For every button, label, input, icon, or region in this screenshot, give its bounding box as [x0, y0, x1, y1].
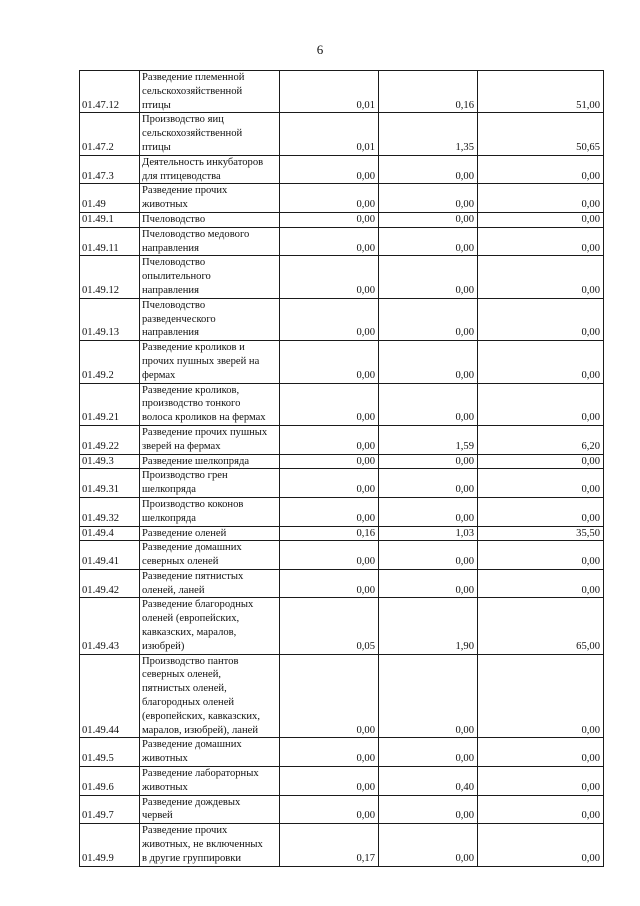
activity-name-line: сельскохозяйственной — [142, 128, 243, 140]
value-column-2: 0,00 — [379, 654, 478, 738]
classification-table — [79, 70, 604, 867]
activity-name-line: для птицеводства — [142, 170, 221, 182]
value-column-2: 0,00 — [379, 298, 478, 340]
table-row — [80, 425, 604, 454]
activity-name — [140, 569, 280, 598]
value-column-1: 0,00 — [280, 341, 379, 383]
activity-name — [140, 298, 280, 340]
value-column-2: 0,00 — [379, 256, 478, 298]
value-column-3: 0,00 — [478, 155, 604, 184]
activity-name-line: животных — [142, 753, 188, 765]
value-column-3: 0,00 — [478, 298, 604, 340]
table-row — [80, 383, 604, 425]
value-column-2: 0,00 — [379, 738, 478, 767]
activity-name-line: Разведение домашних — [142, 739, 242, 751]
value-column-3: 0,00 — [478, 256, 604, 298]
activity-name-line: Пчеловодство — [142, 299, 206, 311]
table-row — [80, 212, 604, 227]
value-column-2: 0,00 — [379, 212, 478, 227]
value-column-2: 1,03 — [379, 526, 478, 541]
value-column-3: 0,00 — [478, 184, 604, 213]
activity-name-line: зверей на фермах — [142, 440, 221, 452]
activity-code: 01.49.3 — [80, 454, 140, 469]
activity-code: 01.47.12 — [80, 71, 140, 113]
value-column-1: 0,00 — [280, 541, 379, 570]
activity-name — [140, 824, 280, 866]
activity-name-line: Производство коконов — [142, 498, 244, 510]
value-column-3: 0,00 — [478, 212, 604, 227]
activity-name-line: опылительного — [142, 271, 211, 283]
activity-name-line: Производство пантов — [142, 655, 239, 667]
table-row — [80, 184, 604, 213]
activity-name — [140, 184, 280, 213]
value-column-3: 0,00 — [478, 469, 604, 498]
value-column-3: 0,00 — [478, 497, 604, 526]
activity-name-line: Разведение прочих — [142, 825, 228, 837]
activity-name-line: шелкопряда — [142, 484, 196, 496]
value-column-2: 1,35 — [379, 113, 478, 155]
value-column-2: 0,00 — [379, 469, 478, 498]
table-row — [80, 227, 604, 256]
value-column-2: 0,00 — [379, 541, 478, 570]
value-column-3: 0,00 — [478, 654, 604, 738]
activity-name-line: кавказских, маралов, — [142, 627, 237, 639]
activity-name-line: шелкопряда — [142, 512, 196, 524]
activity-code: 01.49.4 — [80, 526, 140, 541]
activity-name — [140, 155, 280, 184]
value-column-1: 0,00 — [280, 383, 379, 425]
value-column-3: 50,65 — [478, 113, 604, 155]
table-row — [80, 795, 604, 824]
activity-name — [140, 526, 280, 541]
value-column-2: 0,00 — [379, 454, 478, 469]
activity-name — [140, 598, 280, 654]
activity-name-line: фермах — [142, 369, 176, 381]
value-column-1: 0,00 — [280, 454, 379, 469]
table-row — [80, 569, 604, 598]
activity-code: 01.49.43 — [80, 598, 140, 654]
table-row — [80, 824, 604, 866]
activity-name-line: Пчеловодство — [142, 213, 206, 225]
table-row — [80, 256, 604, 298]
value-column-1: 0,16 — [280, 526, 379, 541]
activity-name-line: Разведение шелкопряда — [142, 455, 250, 467]
table-row — [80, 497, 604, 526]
table-row — [80, 469, 604, 498]
value-column-3: 35,50 — [478, 526, 604, 541]
activity-name-line: производство тонкого — [142, 398, 241, 410]
value-column-1: 0,00 — [280, 184, 379, 213]
value-column-3: 0,00 — [478, 541, 604, 570]
value-column-3: 6,20 — [478, 425, 604, 454]
page-number: 6 — [316, 42, 324, 57]
activity-name-line: птицы — [142, 141, 171, 153]
value-column-1: 0,00 — [280, 654, 379, 738]
activity-name-line: Разведение кроликов и — [142, 342, 245, 354]
activity-code: 01.47.2 — [80, 113, 140, 155]
activity-name-line: пятнистых оленей, — [142, 683, 227, 695]
value-column-2: 0,16 — [379, 71, 478, 113]
activity-name-line: северных оленей, — [142, 669, 222, 681]
activity-name-line: благородных оленей — [142, 697, 235, 709]
value-column-1: 0,00 — [280, 795, 379, 824]
value-column-1: 0,00 — [280, 767, 379, 796]
activity-name-line: животных, не включенных — [142, 839, 263, 851]
activity-name-line: птицы — [142, 99, 171, 111]
activity-code: 01.49.12 — [80, 256, 140, 298]
activity-name — [140, 212, 280, 227]
value-column-3: 0,00 — [478, 454, 604, 469]
activity-name-line: Разведение прочих — [142, 185, 228, 197]
value-column-3: 0,00 — [478, 824, 604, 866]
activity-name-line: волоса кроликов на фермах — [142, 412, 266, 424]
table-row — [80, 738, 604, 767]
activity-name-line: Разведение благородных — [142, 599, 254, 611]
activity-name — [140, 654, 280, 738]
activity-name-line: Разведение прочих пушных — [142, 426, 268, 438]
activity-code: 01.49.7 — [80, 795, 140, 824]
activity-name-line: Разведение кроликов, — [142, 384, 240, 396]
activity-name-line: Производство грен — [142, 470, 228, 482]
activity-name-line: Разведение домашних — [142, 542, 242, 554]
value-column-3: 0,00 — [478, 341, 604, 383]
value-column-3: 0,00 — [478, 795, 604, 824]
value-column-2: 0,00 — [379, 341, 478, 383]
value-column-1: 0,00 — [280, 227, 379, 256]
activity-name-line: червей — [142, 810, 173, 822]
activity-name-line: Разведение лабораторных — [142, 768, 259, 780]
activity-name-line: (европейских, кавказских, — [142, 710, 261, 722]
activity-name-line: Разведение оленей — [142, 527, 227, 539]
activity-name — [140, 767, 280, 796]
activity-name — [140, 738, 280, 767]
activity-code: 01.49.5 — [80, 738, 140, 767]
value-column-1: 0,00 — [280, 497, 379, 526]
value-column-1: 0,00 — [280, 298, 379, 340]
activity-name-line: Производство яиц — [142, 114, 224, 126]
value-column-2: 1,90 — [379, 598, 478, 654]
table-body — [80, 71, 604, 867]
value-column-1: 0,00 — [280, 256, 379, 298]
activity-code: 01.49.31 — [80, 469, 140, 498]
value-column-1: 0,00 — [280, 155, 379, 184]
value-column-3: 0,00 — [478, 383, 604, 425]
activity-code: 01.49.2 — [80, 341, 140, 383]
value-column-1: 0,05 — [280, 598, 379, 654]
value-column-2: 0,00 — [379, 184, 478, 213]
table-row — [80, 654, 604, 738]
activity-code: 01.49.44 — [80, 654, 140, 738]
activity-name-line: направления — [142, 284, 199, 296]
activity-code: 01.47.3 — [80, 155, 140, 184]
table-row — [80, 341, 604, 383]
value-column-2: 0,00 — [379, 569, 478, 598]
activity-name-line: направления — [142, 242, 199, 254]
activity-code: 01.49.11 — [80, 227, 140, 256]
value-column-2: 0,00 — [379, 155, 478, 184]
activity-code: 01.49.32 — [80, 497, 140, 526]
table-row — [80, 71, 604, 113]
activity-name-line: направления — [142, 327, 199, 339]
value-column-3: 0,00 — [478, 569, 604, 598]
activity-code: 01.49.13 — [80, 298, 140, 340]
activity-name-line: Разведение племенной — [142, 72, 245, 83]
activity-name-line: изюбрей) — [142, 640, 185, 652]
activity-code: 01.49.42 — [80, 569, 140, 598]
activity-name-line: Деятельность инкубаторов — [142, 156, 264, 168]
activity-name — [140, 227, 280, 256]
value-column-3: 0,00 — [478, 227, 604, 256]
value-column-1: 0,00 — [280, 469, 379, 498]
value-column-3: 0,00 — [478, 738, 604, 767]
activity-name — [140, 541, 280, 570]
table-row — [80, 598, 604, 654]
value-column-1: 0,17 — [280, 824, 379, 866]
activity-code: 01.49.21 — [80, 383, 140, 425]
value-column-2: 0,00 — [379, 383, 478, 425]
activity-code: 01.49.6 — [80, 767, 140, 796]
activity-name — [140, 425, 280, 454]
activity-name-line: животных — [142, 199, 188, 211]
activity-name — [140, 795, 280, 824]
activity-code: 01.49.9 — [80, 824, 140, 866]
value-column-1: 0,01 — [280, 113, 379, 155]
activity-name — [140, 454, 280, 469]
activity-name-line: в другие группировки — [142, 852, 242, 864]
value-column-2: 0,40 — [379, 767, 478, 796]
activity-name — [140, 113, 280, 155]
value-column-2: 0,00 — [379, 497, 478, 526]
value-column-2: 1,59 — [379, 425, 478, 454]
activity-code: 01.49.22 — [80, 425, 140, 454]
activity-name-line: Пчеловодство медового — [142, 228, 250, 240]
value-column-3: 65,00 — [478, 598, 604, 654]
table-row — [80, 767, 604, 796]
activity-name-line: сельскохозяйственной — [142, 85, 243, 97]
activity-name — [140, 497, 280, 526]
activity-name-line: маралов, изюбрей), ланей — [142, 724, 258, 736]
table-row — [80, 454, 604, 469]
table-row — [80, 113, 604, 155]
activity-name-line: Разведение пятнистых — [142, 570, 244, 582]
value-column-1: 0,00 — [280, 425, 379, 454]
activity-name-line: оленей, ланей — [142, 584, 205, 596]
activity-name — [140, 256, 280, 298]
activity-name-line: северных оленей — [142, 556, 219, 568]
activity-code: 01.49.1 — [80, 212, 140, 227]
value-column-3: 0,00 — [478, 767, 604, 796]
activity-name-line: прочих пушных зверей на — [142, 355, 260, 367]
value-column-3: 51,00 — [478, 71, 604, 113]
value-column-1: 0,00 — [280, 212, 379, 227]
value-column-1: 0,00 — [280, 738, 379, 767]
table-row — [80, 155, 604, 184]
activity-name — [140, 469, 280, 498]
activity-name-line: разведенческого — [142, 313, 216, 325]
activity-name-line: Пчеловодство — [142, 257, 206, 269]
activity-name-line: Разведение дождевых — [142, 796, 241, 808]
value-column-1: 0,01 — [280, 71, 379, 113]
value-column-2: 0,00 — [379, 227, 478, 256]
table-row — [80, 298, 604, 340]
activity-code: 01.49.41 — [80, 541, 140, 570]
value-column-2: 0,00 — [379, 795, 478, 824]
table-row — [80, 526, 604, 541]
activity-name — [140, 341, 280, 383]
table-row — [80, 541, 604, 570]
activity-name — [140, 383, 280, 425]
activity-name-line: животных — [142, 781, 188, 793]
activity-code: 01.49 — [80, 184, 140, 213]
activity-name-line: оленей (европейских, — [142, 613, 240, 625]
activity-name — [140, 71, 280, 113]
value-column-1: 0,00 — [280, 569, 379, 598]
value-column-2: 0,00 — [379, 824, 478, 866]
